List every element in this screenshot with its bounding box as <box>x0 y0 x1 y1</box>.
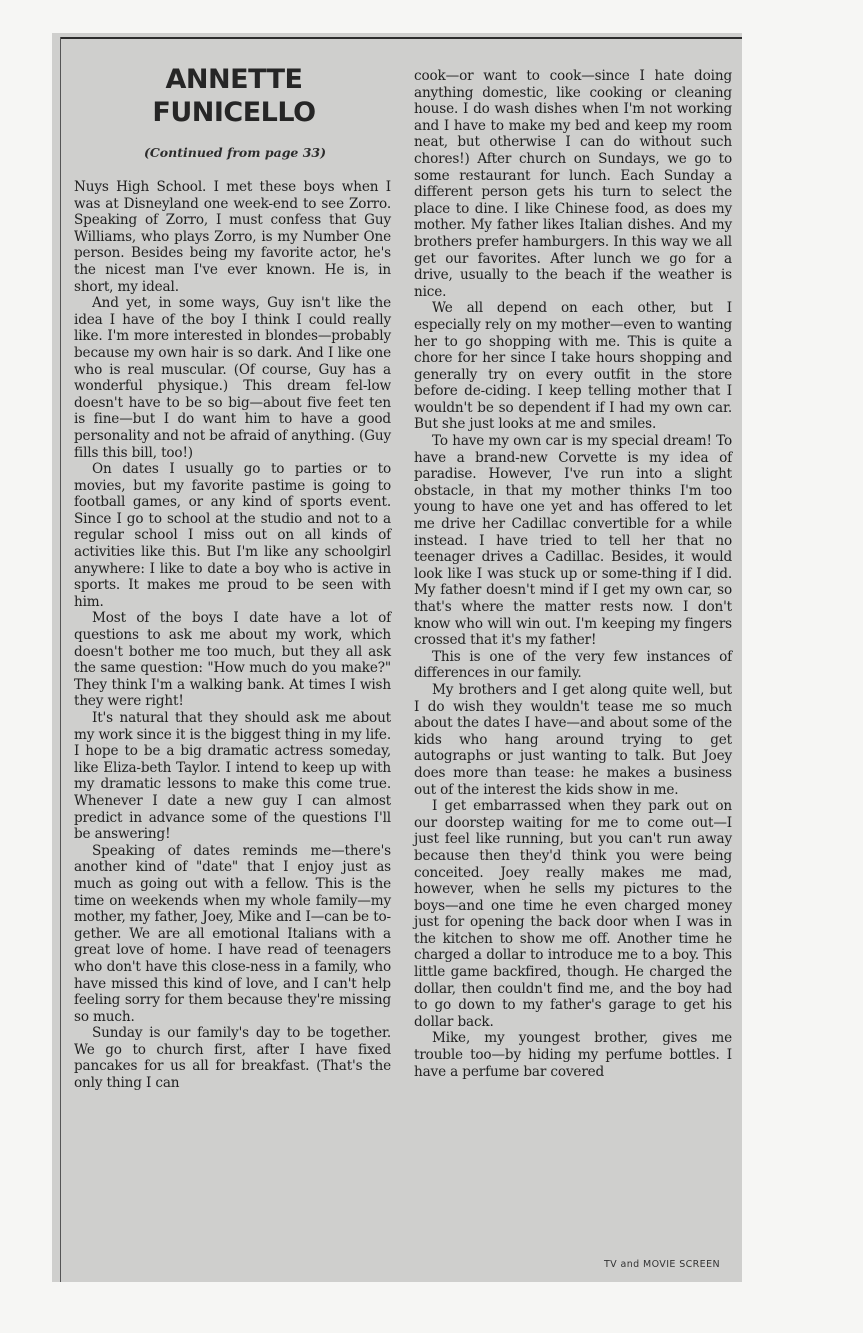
paragraph: Nuys High School. I met these boys when I was at Disneyland one week-end to see Zorro. Speaking of Zorro, I must confess that Guy Williams, who plays Zorro, is my Number One person. Besides being my favorite actor, he's the nicest man I've ever known. He is, in short, my ideal. <box>74 179 391 295</box>
paragraph: I get embarrassed when they park out on our doorstep waiting for me to come out—I just feel like running, but you can't run away because then they'd think you were being conceited. Joey really makes me mad, however, when he sells my pictures to the boys—and one time he even charged money just for opening the back door when I was in the kitchen to show me off. Another time he charged a dollar to introduce me to a boy. This little game backfired, though. He charged the dollar, then couldn't find me, and the boy had to go down to my father's garage to get his dollar back. <box>414 798 732 1030</box>
paragraph: My brothers and I get along quite well, but I do wish they wouldn't tease me so much about the dates I have—and about some of the kids who hang around trying to get autographs or just wanting to talk. But Joey does more than tease: he makes a business out of the interest the kids show in me. <box>414 681 732 798</box>
continued-note: (Continued from page 33) <box>143 145 327 160</box>
heading-line-2: FUNICELLO <box>152 97 316 128</box>
paragraph: Mike, my youngest brother, gives me trouble too—by hiding my perfume bottles. I have a perfume bar covered <box>414 1030 732 1080</box>
paragraph: And yet, in some ways, Guy isn't like the idea I have of the boy I think I could really like. I'm more interested in blondes—probably because my own hair is so dark. And I like one who is real muscular. (Of course, Guy has a wonderful physique.) This dream fel-low doesn't have to be so big—about five feet ten is fine—but I do want him to have a good personality and not be afraid of anything. (Guy fills this bill, too!) <box>74 295 391 461</box>
left-column <box>74 179 391 1092</box>
left-column-rule <box>60 37 61 1282</box>
paragraph: We all depend on each other, but I especially rely on my mother—even to wanting her to go shopping with me. This is quite a chore for her since I take hours shopping and generally try on every outfit in the store before de-ciding. I keep telling mother that I wouldn't be so dependent if I had my own car. But she just looks at me and smiles. <box>414 300 732 433</box>
article-heading <box>124 63 344 129</box>
paragraph: This is one of the very few instances of differences in our family. <box>414 648 732 682</box>
paragraph: Speaking of dates reminds me—there's another kind of "date" that I enjoy just as much as going out with a fellow. This is the time on weekends when my whole family—my mother, my father, Joey, Mike and I—can be to-gether. We are all emotional Italians with a great love of home. I have read of teenagers who don't have this close-ness in a family, who have missed this kind of love, and I can't help feeling sorry for them because they're missing so much. <box>74 842 391 1025</box>
heading-line-1: ANNETTE <box>165 64 303 95</box>
right-column <box>414 68 732 1080</box>
paragraph: cook—or want to cook—since I hate doing anything domestic, like cooking or cleaning house. I do wash dishes when I'm not working and I have to make my bed and keep my room neat, but otherwise I can do without such chores!) After church on Sundays, we go to some restaurant for lunch. Each Sunday a different person gets his turn to select the place to dine. I like Chinese food, as does my mother. My father likes Italian dishes. And my brothers prefer hamburgers. In this way we all get our favorites. After lunch we go for a drive, usually to the beach if the weather is nice. <box>414 68 732 300</box>
magazine-footer: TV and MOVIE SCREEN <box>603 1259 720 1270</box>
paragraph: Sunday is our family's day to be together. We go to church first, after I have fixed pancakes for us all for breakfast. (That's the only thing I can <box>74 1025 391 1092</box>
paragraph: Most of the boys I date have a lot of questions to ask me about my work, which doesn't bother me too much, but they all ask the same question: "How much do you make?" They think I'm a walking bank. At times I wish they were right! <box>74 610 391 710</box>
paragraph: It's natural that they should ask me about my work since it is the biggest thing in my life. I hope to be a big dramatic actress someday, like Eliza-beth Taylor. I intend to keep up with my dramatic lessons to make this come true. Whenever I date a new guy I can almost predict in advance some of the questions I'll be answering! <box>74 710 391 843</box>
paragraph: To have my own car is my special dream! To have a brand-new Corvette is my idea of paradise. However, I've run into a slight obstacle, in that my mother thinks I'm too young to have one yet and has offered to let me drive her Cadillac convertible for a while instead. I have tried to tell her that no teenager drives a Cadillac. Besides, it would look like I was stuck up or some-thing if I did. My father doesn't mind if I get my own car, so that's where the matter rests now. I don't know who will win out. I'm keeping my fingers crossed that it's my father! <box>414 433 732 649</box>
magazine-page <box>52 33 742 1282</box>
paragraph: On dates I usually go to parties or to movies, but my favorite pastime is going to football games, or any kind of sports event. Since I go to school at the studio and not to a regular school I miss out on all kinds of activities like this. But I'm like any schoolgirl anywhere: I like to date a boy who is active in sports. It makes me proud to be seen with him. <box>74 461 391 610</box>
top-rule <box>60 37 742 39</box>
